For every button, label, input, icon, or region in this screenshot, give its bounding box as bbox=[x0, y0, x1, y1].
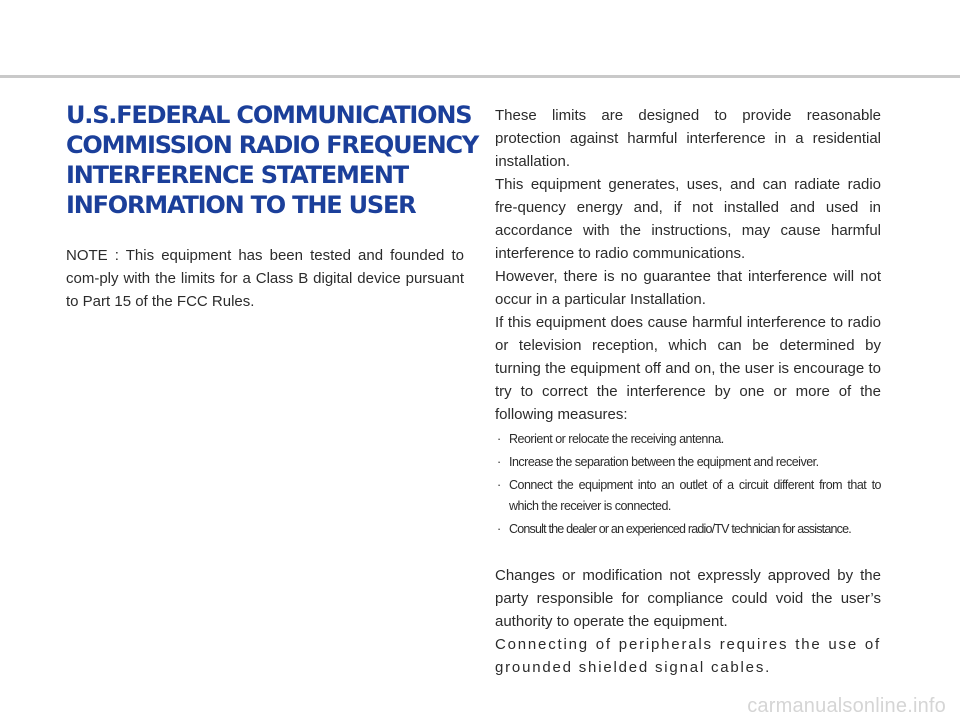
page-title bbox=[66, 100, 479, 220]
paragraph-radiation: This equipment generates, uses, and can radiate radio fre-quency energy and, if not installed and used in accordance with the instructions, may cause harmful interference to radio communications. bbox=[495, 176, 881, 262]
list-item-text: Connect the equipment into an outlet of a circuit different from that to which the receiver is connected. bbox=[509, 478, 881, 513]
right-column bbox=[495, 104, 881, 679]
fcc-note: NOTE : This equipment has been tested and founded to com-ply with the limits for a Class B digital device pursuant to Part 15 of the FCC Rules. bbox=[66, 247, 464, 310]
paragraph-peripherals: Connecting of peripherals requires the use of grounded shielded signal cables. bbox=[495, 636, 881, 676]
bullet-dot-icon: · bbox=[497, 432, 501, 446]
paragraph-limits: These limits are designed to provide reasonable protection against harmful interference in a residential installation. bbox=[495, 107, 881, 170]
paragraph-measures: If this equipment does cause harmful interference to radio or television reception, which can be determined by turning the equipment off and on, the user is encourage to try to correct the interference by one or more of the following measures: bbox=[495, 314, 881, 423]
paragraph-modification: Changes or modification not expressly approved by the party responsible for compliance could void the user’s authority to operate the equipment. bbox=[495, 567, 881, 630]
title-line: U.S.FEDERAL COMMUNICATIONS bbox=[66, 101, 472, 129]
top-divider bbox=[0, 75, 960, 78]
bullet-dot-icon: · bbox=[497, 455, 501, 469]
paragraph-no-guarantee: However, there is no guarantee that interference will not occur in a particular Installation. bbox=[495, 268, 881, 308]
bullet-dot-icon: · bbox=[497, 478, 501, 492]
list-item-text: Consult the dealer or an experienced radio/TV technician for assistance. bbox=[509, 522, 851, 536]
measures-list bbox=[495, 429, 881, 540]
spacer bbox=[495, 542, 881, 564]
list-item bbox=[495, 519, 881, 540]
list-item-text: Reorient or relocate the receiving antenna. bbox=[509, 432, 724, 446]
list-item bbox=[495, 429, 881, 450]
left-column bbox=[66, 100, 479, 328]
list-item bbox=[495, 475, 881, 517]
list-item-text: Increase the separation between the equipment and receiver. bbox=[509, 455, 819, 469]
title-line: COMMISSION RADIO FREQUENCY bbox=[66, 131, 479, 159]
title-line: INTERFERENCE STATEMENT bbox=[66, 161, 408, 189]
bullet-dot-icon: · bbox=[497, 522, 501, 536]
watermark: carmanualsonline.info bbox=[747, 695, 946, 717]
title-line: INFORMATION TO THE USER bbox=[66, 191, 416, 219]
list-item bbox=[495, 452, 881, 473]
